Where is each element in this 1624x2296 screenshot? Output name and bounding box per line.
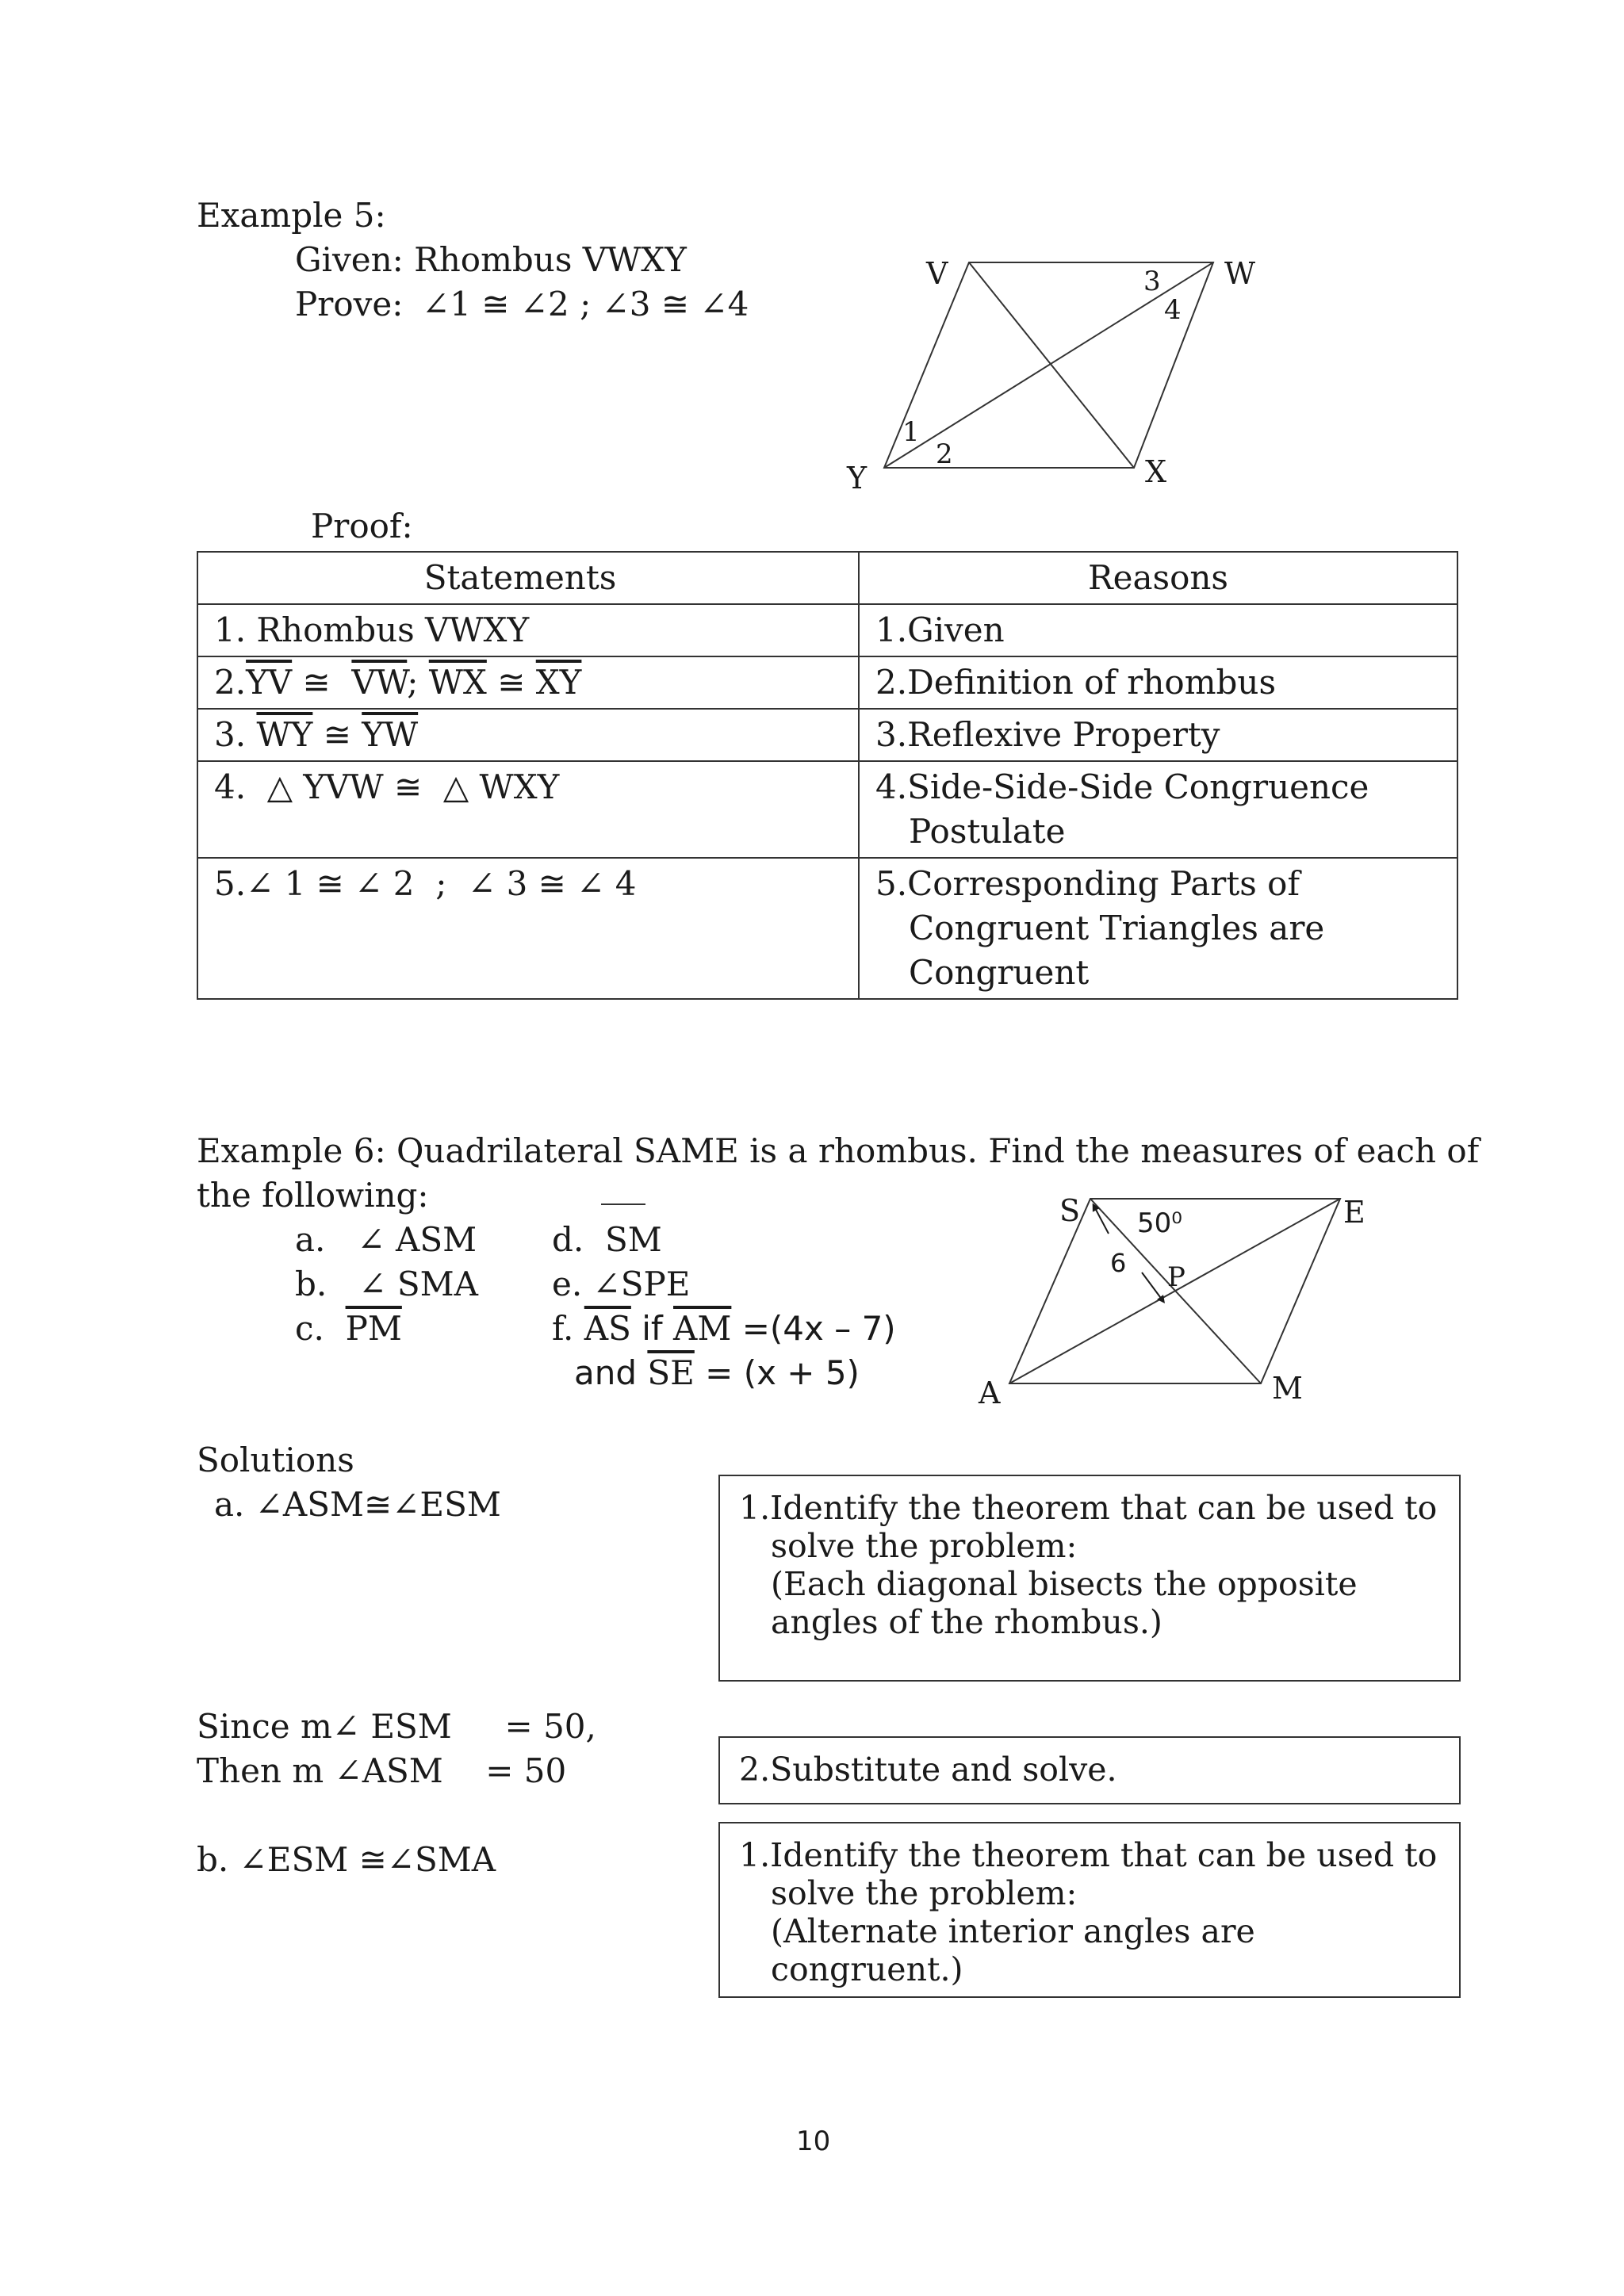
item-f: f. $\overline{AS}$ if $\overline{AM} =(4x - 7)$ xyxy=(552,1309,896,1348)
example5-title: Example 5: xyxy=(197,196,386,235)
proof-table xyxy=(197,551,1458,1000)
hint-box-1: 1.Identify the theorem that can be used to solve the problem: (Each diagonal bisects the opposite angles of the rhombus.) xyxy=(718,1475,1461,1682)
angle-50-label: 50⁰ xyxy=(1137,1207,1182,1239)
segment-yw: $\overline{YW}$ xyxy=(362,715,419,754)
segment-yv: $\overline{YV}$ xyxy=(246,663,293,702)
hint-box-3: 1.Identify the theorem that can be used to solve the problem: (Alternate interior angles are congruent.) xyxy=(718,1822,1461,1998)
table-header-row xyxy=(197,552,1457,604)
example6-intro-line1: Example 6: Quadrilateral SAME is a rhombus. Find the measures of each of xyxy=(197,1131,1480,1170)
reason-1: 1.Given xyxy=(859,604,1457,656)
hint-box-2: 2.Substitute and solve. xyxy=(718,1736,1461,1804)
length-6-label: 6 xyxy=(1110,1248,1127,1278)
vertex-a-label: A xyxy=(979,1376,1001,1410)
reason-5: 5.Corresponding Parts of Congruent Triangles are Congruent xyxy=(859,858,1457,999)
vertex-e-label: E xyxy=(1343,1195,1365,1230)
statement-3: 3. $\overline{WY}$ ≅ $\overline{YW}$ xyxy=(197,709,859,761)
item-d: d. SM xyxy=(552,1220,662,1259)
since-line: Since m∠ ESM = 50, xyxy=(197,1707,596,1746)
rhombus-vwxy-figure xyxy=(833,246,1277,499)
solution-b: b. ∠ESM ≅∠SMA xyxy=(197,1840,496,1879)
statement-4: 4. △ YVW ≅ △ WXY xyxy=(197,761,859,858)
segment-xy: $\overline{XY}$ xyxy=(535,663,582,702)
rhombus-same-figure xyxy=(967,1189,1380,1419)
prove-statement: ∠1 ≅ ∠2 ; ∠3 ≅ ∠4 xyxy=(422,285,749,323)
reason-4: 4.Side-Side-Side Congruence Postulate xyxy=(859,761,1457,858)
header-reasons: Reasons xyxy=(859,552,1457,604)
arrow-to-p xyxy=(1142,1272,1162,1300)
table-row xyxy=(197,858,1457,999)
statement-2: $2.\overline{YV}$ ≅ $\overline{VW}$; $\overline{WX}$ ≅ $\overline{XY}$ xyxy=(197,656,859,709)
table-row xyxy=(197,709,1457,761)
item-f-cont: and $\overline{SE} = (x + 5)$ xyxy=(574,1353,860,1392)
table-row xyxy=(197,761,1457,858)
statement-5: 5.∠ 1 ≅ ∠ 2 ; ∠ 3 ≅ ∠ 4 xyxy=(197,858,859,999)
example6-intro-line2: the following: xyxy=(197,1176,429,1215)
header-statements: Statements xyxy=(197,552,859,604)
diagonal-vx xyxy=(969,262,1134,468)
item-e: e. ∠SPE xyxy=(552,1265,691,1303)
statement-1: 1. Rhombus VWXY xyxy=(197,604,859,656)
segment-sm-bar xyxy=(601,1203,645,1205)
item-b: b. ∠ SMA xyxy=(295,1265,478,1303)
angle-2-label: 2 xyxy=(936,438,953,470)
item-c: c. $\overline{PM}$ xyxy=(295,1309,402,1348)
angle-1-label: 1 xyxy=(902,416,920,448)
segment-wy: $\overline{WY}$ xyxy=(256,715,313,754)
table-row xyxy=(197,604,1457,656)
angle-4-label: 4 xyxy=(1164,294,1182,326)
reason-2: 2.Definition of rhombus xyxy=(859,656,1457,709)
reason-3: 3.Reflexive Property xyxy=(859,709,1457,761)
prove-label: Prove: xyxy=(295,285,404,323)
segment-wx: $\overline{WX}$ xyxy=(428,663,487,702)
angle-3-label: 3 xyxy=(1143,266,1161,297)
vertex-v-label: V xyxy=(926,256,948,291)
diagonal-yw xyxy=(884,262,1213,468)
segment-vw: $\overline{VW}$ xyxy=(351,663,408,702)
table-row xyxy=(197,656,1457,709)
given-line: Given: Rhombus VWXY xyxy=(295,240,687,279)
vertex-y-label: Y xyxy=(847,461,868,496)
page-number: 10 xyxy=(796,2126,831,2157)
point-p-label: P xyxy=(1167,1261,1185,1293)
solutions-title: Solutions xyxy=(197,1441,354,1479)
proof-label: Proof: xyxy=(311,507,413,545)
vertex-m-label: M xyxy=(1272,1371,1303,1406)
solution-a: a. ∠ASM≅∠ESM xyxy=(214,1485,501,1524)
vertex-w-label: W xyxy=(1224,256,1256,291)
item-a: a. ∠ ASM xyxy=(295,1220,477,1259)
vertex-s-label: S xyxy=(1059,1193,1081,1228)
then-line: Then m ∠ASM = 50 xyxy=(197,1751,567,1790)
vertex-x-label: X xyxy=(1145,454,1167,489)
